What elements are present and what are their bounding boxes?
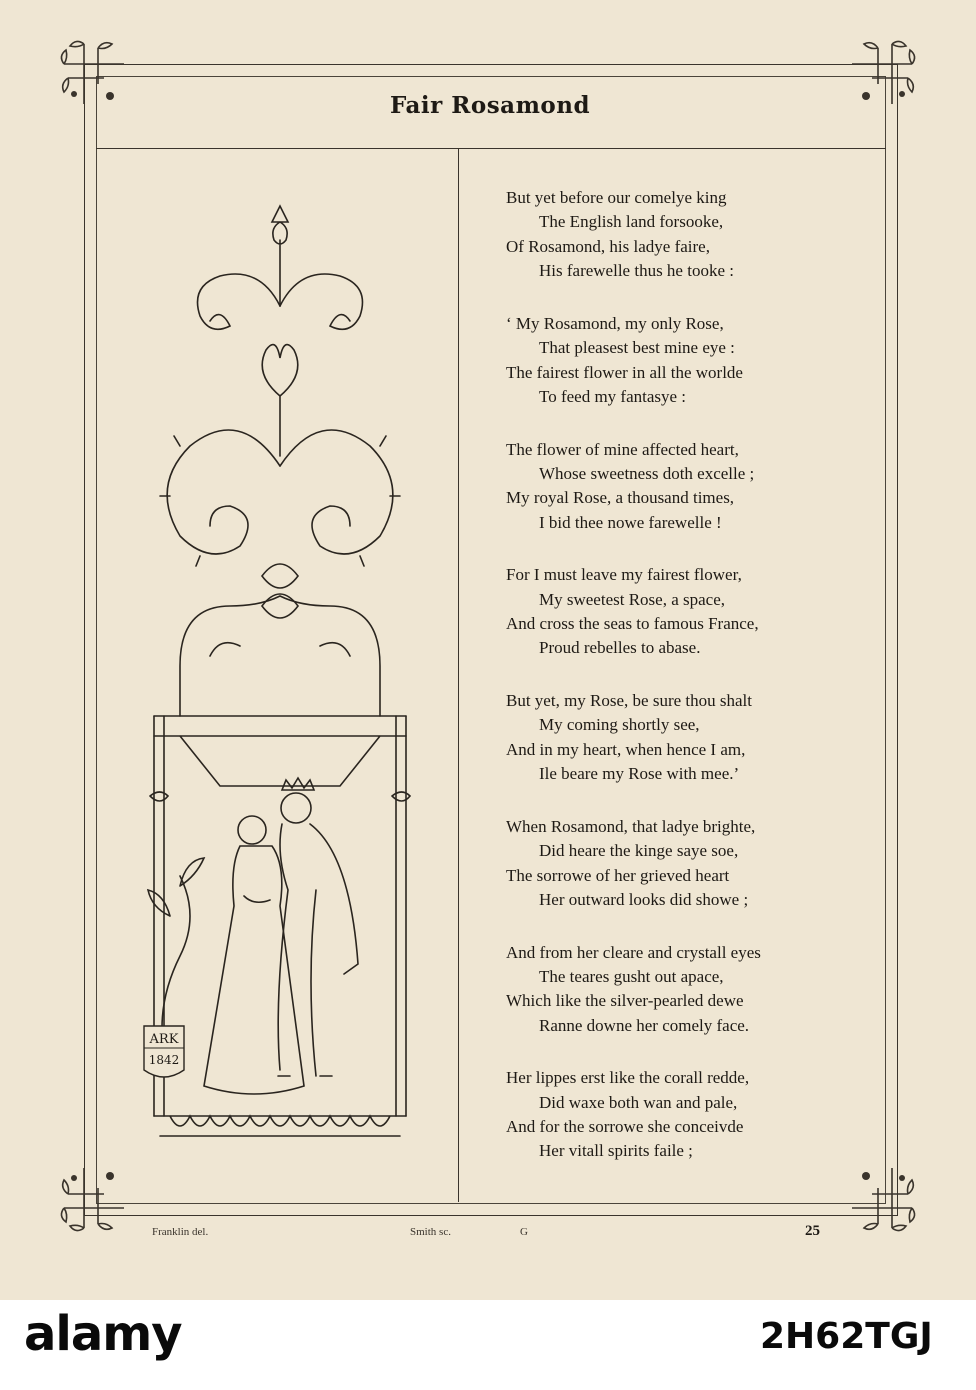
top-scroll-left — [198, 274, 281, 329]
king-figure — [278, 778, 358, 1076]
poem-line: The English land forsooke, — [539, 212, 724, 232]
poem-line: Which like the silver-pearled dewe — [506, 991, 744, 1011]
monogram-text: ARK — [149, 1032, 179, 1047]
poem-line: That pleasest best mine eye : — [539, 338, 735, 358]
stanza — [506, 186, 878, 284]
artist-credit: Franklin del. — [152, 1226, 209, 1238]
poem-line: The teares gusht out apace, — [539, 966, 724, 986]
poem-line: ‘ My Rosamond, my only Rose, — [506, 313, 724, 333]
watermark-bar — [0, 1300, 976, 1390]
stanza — [506, 815, 878, 913]
poem-line: The sorrowe of her grieved heart — [506, 865, 730, 885]
poem-line: His farewelle thus he tooke : — [539, 261, 734, 281]
poem-line: For I must leave my fairest flower, — [506, 565, 742, 585]
poem-line: And in my heart, when hence I am, — [506, 739, 746, 759]
poem-line: The fairest flower in all the worlde — [506, 362, 743, 382]
base-grille — [154, 1116, 406, 1136]
poem-line: My sweetest Rose, a space, — [539, 589, 726, 609]
leaf-scroll-left — [167, 430, 280, 554]
poem-line: Did heare the kinge saye soe, — [539, 841, 739, 861]
poem-line: And from her cleare and crystall eyes — [506, 942, 761, 962]
knot — [262, 564, 298, 618]
poem-line: Her vitall spirits faile ; — [539, 1141, 693, 1161]
poem-line: And for the sorrowe she conceivde — [506, 1117, 744, 1137]
poem-line: My coming shortly see, — [539, 715, 700, 735]
column-divider — [458, 148, 459, 1202]
heart-motif — [262, 345, 298, 456]
leaf-scroll-right — [280, 430, 393, 554]
stanza — [506, 689, 878, 787]
poem-line: Whose sweetness doth excelle ; — [539, 463, 755, 483]
poem-line: Ile beare my Rose with mee.’ — [539, 764, 740, 784]
poem-line: But yet, my Rose, be sure thou shalt — [506, 691, 753, 710]
poem-line: The flower of mine affected heart, — [506, 439, 739, 459]
page-title: Fair Rosamond — [389, 92, 591, 119]
watermark-image-id: 2H62TGJ — [760, 1316, 933, 1357]
poem-line: Of Rosamond, his ladye faire, — [506, 236, 710, 256]
watermark-logo: alamy — [24, 1306, 182, 1362]
poem-line: Her outward looks did showe ; — [539, 889, 749, 909]
thistle-finial — [272, 206, 288, 306]
lady-figure — [204, 816, 304, 1094]
poem-line: Ranne downe her comely face. — [539, 1015, 750, 1035]
title-divider — [96, 148, 886, 149]
top-scroll-right — [280, 274, 363, 329]
stanza — [506, 563, 878, 661]
poem-line: Proud rebelles to abase. — [539, 638, 701, 658]
stanza — [506, 438, 878, 536]
stanza — [506, 312, 878, 410]
poem-line: But yet before our comelye king — [506, 188, 727, 207]
monogram-year: 1842 — [148, 1053, 180, 1067]
monogram-shield — [144, 1026, 184, 1077]
poem-line: My royal Rose, a thousand times, — [506, 488, 735, 508]
stanza — [506, 1066, 878, 1164]
corner-ornament-bottom-left — [54, 1158, 134, 1238]
post-right — [396, 716, 406, 1116]
poem-line: When Rosamond, that ladye brighte, — [506, 816, 756, 836]
page-number: 25 — [805, 1223, 820, 1239]
poem-line: I bid thee nowe farewelle ! — [539, 512, 722, 532]
signature-mark: G — [520, 1226, 528, 1238]
poem-line: Did waxe both wan and pale, — [539, 1092, 738, 1112]
engraver-credit: Smith sc. — [410, 1226, 451, 1238]
engraved-illustration — [140, 196, 420, 1156]
stanza — [506, 941, 878, 1039]
poem-line: To feed my fantasye : — [539, 386, 687, 406]
poem-line: And cross the seas to famous France, — [506, 614, 759, 634]
poem-column — [506, 186, 878, 1192]
canopy — [154, 716, 406, 786]
poem-line: Her lippes erst like the corall redde, — [506, 1068, 750, 1088]
